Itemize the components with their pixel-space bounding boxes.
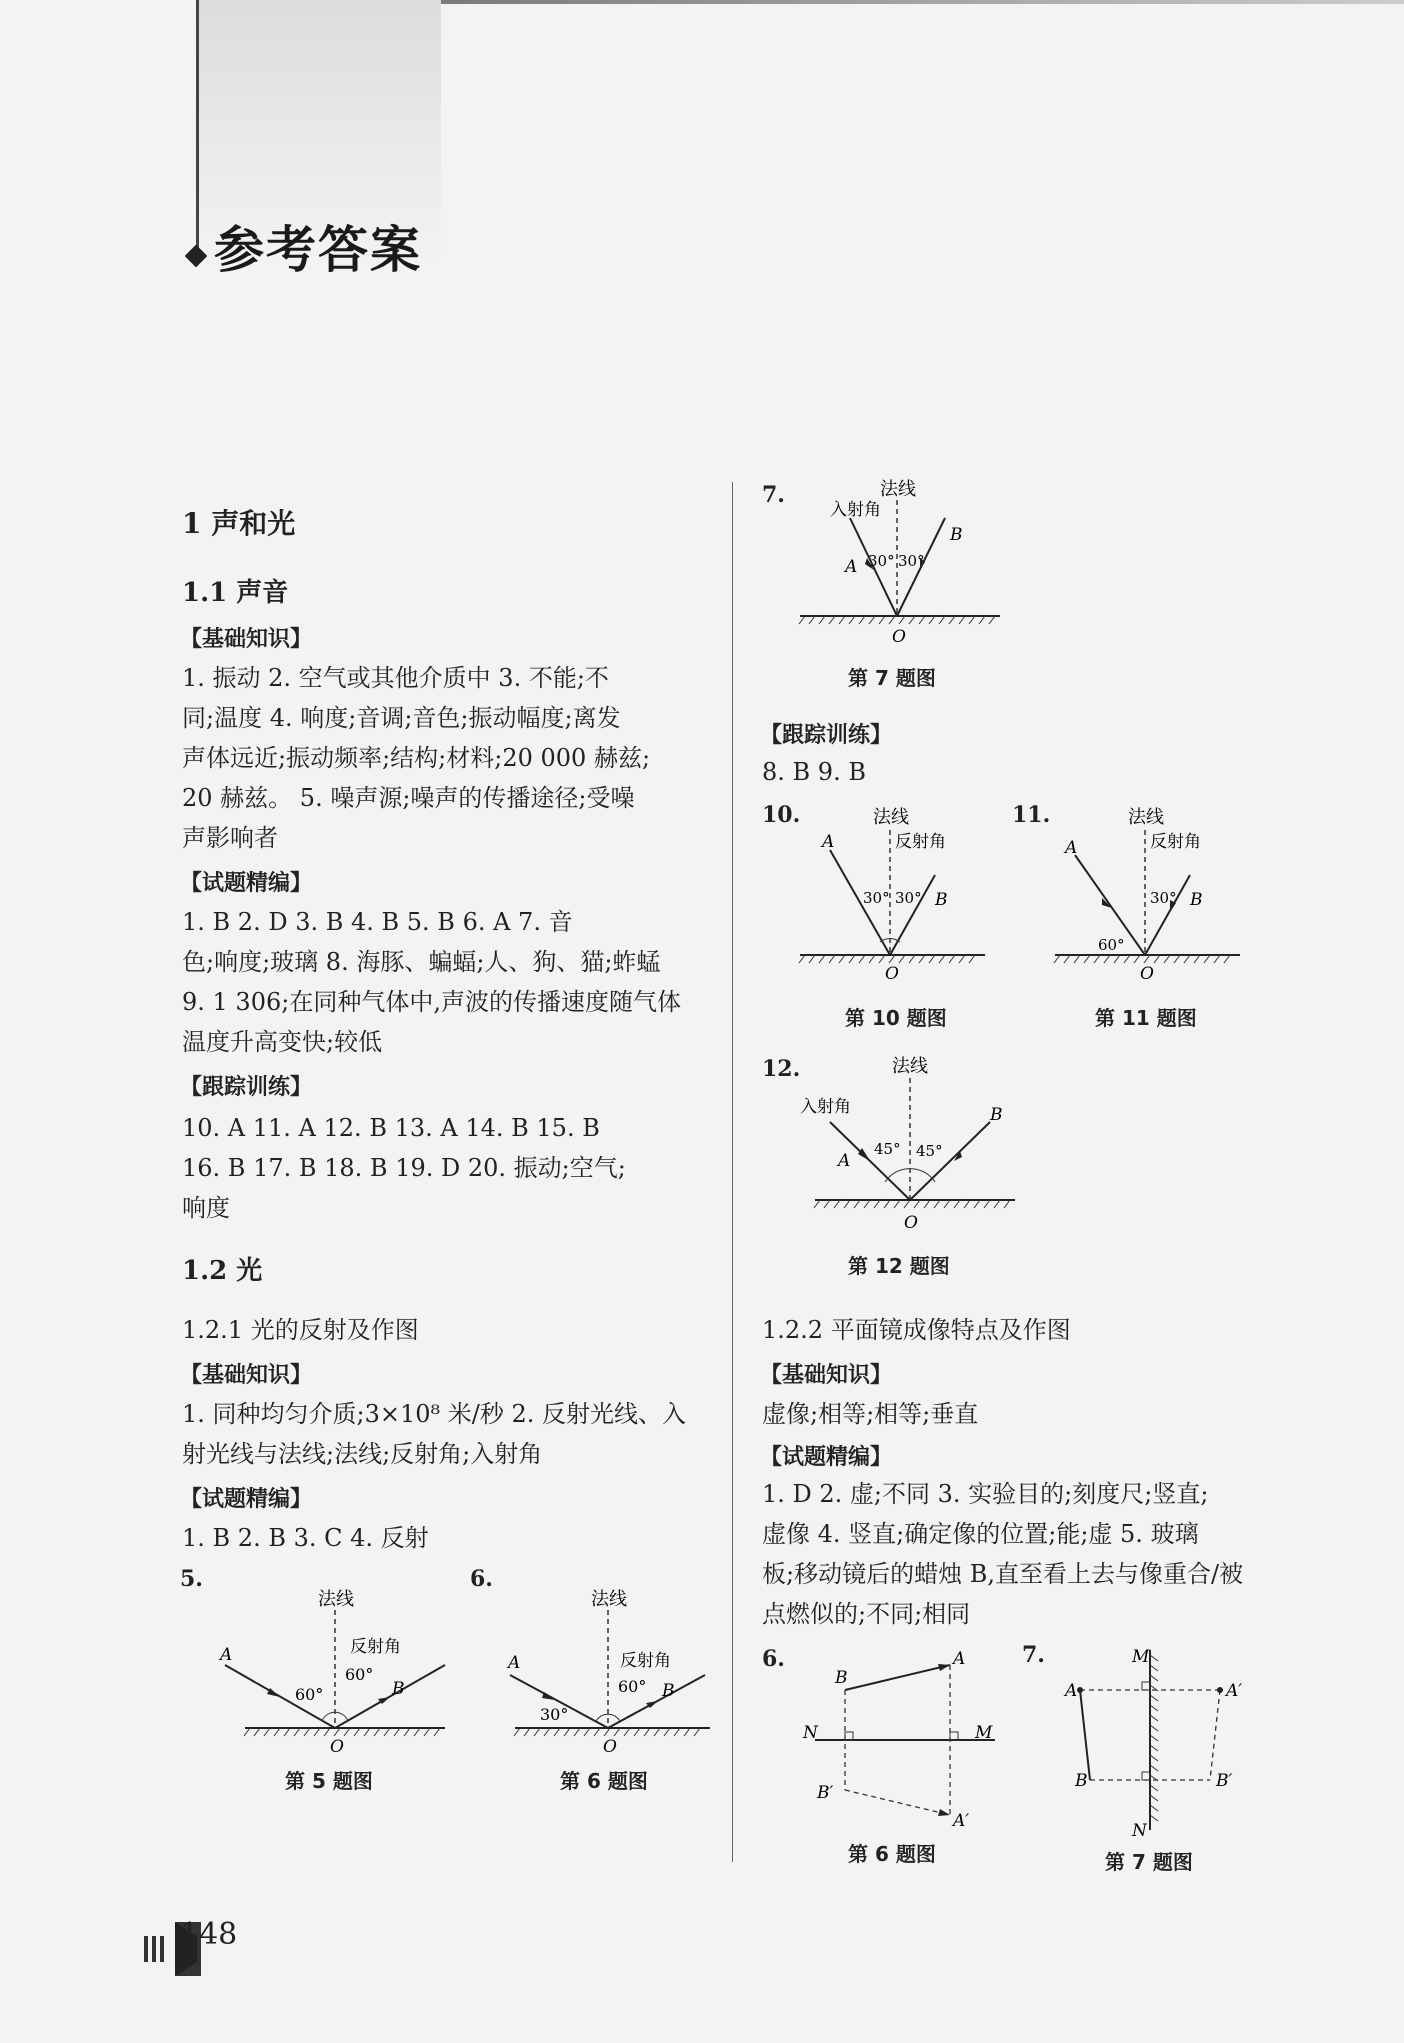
mirror-hatch — [1150, 1655, 1158, 1821]
mirror-hatch — [799, 955, 975, 963]
section-label: 【试题精编】 — [180, 1486, 313, 1512]
page-title: 参考答案 — [214, 220, 422, 279]
section-heading: 1.1 声音 — [182, 578, 289, 608]
bar-icon — [160, 1936, 164, 1962]
label-angle: 30° — [863, 889, 890, 907]
label-B: B — [990, 1105, 1003, 1125]
section-label: 【基础知识】 — [760, 1362, 893, 1388]
label-O: O — [1140, 964, 1154, 984]
label-B: B — [392, 1679, 405, 1699]
label-angle: 30° — [540, 1705, 569, 1724]
right-angle-mark — [845, 1732, 853, 1740]
right-angle-mark — [1142, 1682, 1150, 1690]
bar-icon — [152, 1936, 156, 1962]
column-divider — [732, 482, 733, 1862]
label-A: A — [1065, 838, 1078, 858]
label-reflect: 反射角 — [1150, 832, 1201, 852]
label-M: M — [975, 1723, 993, 1743]
text-line: 1. 振动 2. 空气或其他介质中 3. 不能;不 — [182, 664, 609, 692]
point-A-prime — [1217, 1687, 1223, 1693]
question-number: 5. — [180, 1566, 203, 1592]
text-line: 1. B 2. D 3. B 4. B 5. B 6. A 7. 音 — [182, 908, 573, 936]
text-line: 16. B 17. B 18. B 19. D 20. 振动;空气; — [182, 1154, 626, 1182]
label-angle: 30° — [898, 552, 925, 570]
answer-line: 虚像;相等;相等;垂直 — [762, 1400, 979, 1428]
mirror-hatch — [1054, 955, 1230, 963]
label-O: O — [904, 1213, 918, 1233]
text-line: 1. 同种均匀介质;3×10⁸ 米/秒 2. 反射光线、入 — [182, 1400, 687, 1428]
figure-6-mirror — [795, 1640, 1010, 1830]
answer-block — [182, 1108, 712, 1228]
question-number: 7. — [762, 482, 785, 508]
label-angle: 60° — [345, 1665, 374, 1684]
label-B: B — [662, 1681, 675, 1701]
label-O: O — [892, 627, 906, 647]
text-line: 同;温度 4. 响度;音调;音色;振动幅度;离发 — [182, 704, 621, 732]
label-N: N — [1132, 1821, 1147, 1841]
answer-block — [182, 658, 712, 858]
figure-caption: 第 6 题图 — [560, 1769, 648, 1793]
section-label: 【试题精编】 — [180, 870, 313, 896]
answer-line: 8. B 9. B — [762, 758, 866, 786]
text-line: 响度 — [182, 1194, 230, 1222]
label-A: A — [838, 1151, 851, 1171]
right-angle-mark — [950, 1732, 958, 1740]
label-A: A — [953, 1649, 966, 1669]
label-angle: 45° — [916, 1142, 943, 1160]
figure-caption: 第 7 题图 — [1105, 1850, 1193, 1874]
section-label: 【跟踪训练】 — [180, 1074, 313, 1100]
reflected-ray — [1145, 875, 1190, 955]
text-line: 声体远近;振动频率;结构;材料;20 000 赫兹; — [182, 744, 651, 772]
label-A: A — [1065, 1681, 1078, 1701]
label-A-prime: A′ — [953, 1811, 970, 1830]
text-line: 温度升高变快;较低 — [182, 1028, 383, 1056]
label-M: M — [1132, 1647, 1150, 1667]
label-reflect: 反射角 — [620, 1651, 671, 1671]
label-normal: 法线 — [318, 1589, 354, 1610]
right-angle-mark — [1142, 1772, 1150, 1780]
question-number: 12. — [762, 1056, 801, 1082]
label-A: A — [220, 1645, 233, 1665]
label-A: A — [508, 1653, 521, 1673]
figure-caption: 第 5 题图 — [285, 1769, 373, 1793]
arrow-icon — [542, 1692, 555, 1700]
text-line: 点燃似的;不同;相同 — [762, 1600, 971, 1628]
mirror-hatch — [799, 616, 995, 624]
subsection-heading: 1.2.1 光的反射及作图 — [182, 1316, 419, 1344]
text-line: 虚像 4. 竖直;确定像的位置;能;虚 5. 玻璃 — [762, 1520, 1199, 1548]
label-B-prime: B′ — [1216, 1771, 1233, 1791]
label-incident: 入射角 — [800, 1097, 851, 1117]
label-normal: 法线 — [892, 1056, 928, 1077]
section-label: 【试题精编】 — [760, 1444, 893, 1470]
label-reflect: 反射角 — [895, 832, 946, 852]
label-normal: 法线 — [873, 807, 909, 828]
label-B: B — [935, 890, 948, 910]
image-AB — [845, 1790, 950, 1815]
label-normal: 法线 — [880, 479, 916, 500]
label-angle: 60° — [1098, 936, 1125, 954]
figure-7-mirror — [1050, 1640, 1260, 1850]
mirror-hatch — [244, 1728, 440, 1736]
point-A — [1077, 1687, 1083, 1693]
figure-6 — [500, 1580, 720, 1760]
question-number: 10. — [762, 802, 801, 828]
figure-caption: 第 6 题图 — [848, 1842, 936, 1866]
text-line: 1. B 2. B 3. C 4. 反射 — [182, 1524, 429, 1552]
text-line: 9. 1 306;在同种气体中,声波的传播速度随气体 — [182, 988, 681, 1016]
label-A: A — [822, 832, 835, 852]
label-B-prime: B′ — [817, 1783, 834, 1803]
label-angle: 30° — [868, 552, 895, 570]
text-line: 色;响度;玻璃 8. 海豚、蝙蝠;人、狗、猫;蚱蜢 — [182, 948, 661, 976]
label-B: B — [950, 525, 963, 545]
label-reflect: 反射角 — [350, 1637, 401, 1657]
answer-block — [182, 1394, 712, 1474]
figure-7 — [790, 470, 1010, 650]
question-number: 6. — [762, 1646, 785, 1672]
text-line: 10. A 11. A 12. B 13. A 14. B 15. B — [182, 1114, 600, 1142]
answer-block — [182, 902, 712, 1062]
answer-block — [762, 1474, 1302, 1634]
text-line: 板;移动镜后的蜡烛 B,直至看上去与像重合/被 — [762, 1560, 1244, 1588]
header-rule — [196, 0, 199, 262]
text-line: 声影响者 — [182, 824, 278, 852]
figure-11 — [1050, 800, 1250, 990]
label-N: N — [803, 1723, 818, 1743]
figure-caption: 第 12 题图 — [848, 1254, 950, 1278]
question-number: 11. — [1012, 802, 1051, 828]
arrow-icon — [938, 1664, 950, 1671]
mirror-hatch — [814, 1200, 1010, 1208]
arrow-icon — [938, 1809, 950, 1816]
figure-caption: 第 7 题图 — [848, 666, 936, 690]
object-AB — [1080, 1690, 1090, 1780]
reflected-ray — [910, 1122, 990, 1200]
figure-12 — [790, 1050, 1030, 1240]
image-AB — [1210, 1690, 1220, 1780]
label-A: A — [845, 557, 858, 577]
section-heading: 1.2 光 — [182, 1256, 263, 1286]
label-O: O — [603, 1737, 617, 1757]
figure-10 — [795, 800, 995, 990]
text-line: 射光线与法线;法线;反射角;入射角 — [182, 1440, 543, 1468]
label-normal: 法线 — [1128, 807, 1164, 828]
section-label: 【基础知识】 — [180, 626, 313, 652]
bar-icon — [144, 1936, 148, 1962]
label-normal: 法线 — [591, 1589, 627, 1610]
subsection-heading: 1.2.2 平面镜成像特点及作图 — [762, 1316, 1071, 1344]
label-angle: 45° — [874, 1140, 901, 1158]
section-label: 【跟踪训练】 — [760, 722, 893, 748]
text-line: 20 赫兹。 5. 噪声源;噪声的传播途径;受噪 — [182, 784, 635, 812]
label-incident: 入射角 — [830, 500, 881, 520]
label-O: O — [330, 1737, 344, 1757]
figure-caption: 第 10 题图 — [845, 1006, 947, 1030]
object-AB — [845, 1665, 950, 1690]
label-A-prime: A′ — [1226, 1681, 1243, 1701]
label-B: B — [835, 1668, 848, 1688]
reflected-ray — [890, 875, 935, 955]
figure-caption: 第 11 题图 — [1095, 1006, 1197, 1030]
label-angle: 60° — [618, 1677, 647, 1696]
label-O: O — [885, 964, 899, 984]
label-angle: 60° — [295, 1685, 324, 1704]
label-angle: 30° — [895, 889, 922, 907]
label-B: B — [1190, 890, 1203, 910]
chapter-heading: 1 声和光 — [182, 507, 296, 540]
answer-block — [182, 1518, 429, 1558]
figure-5 — [210, 1580, 460, 1760]
page-number: 148 — [180, 1917, 238, 1952]
question-number: 7. — [1022, 1642, 1045, 1668]
label-B: B — [1075, 1771, 1088, 1791]
text-line: 1. D 2. 虚;不同 3. 实验目的;刻度尺;竖直; — [762, 1480, 1209, 1508]
section-label: 【基础知识】 — [180, 1362, 313, 1388]
label-angle: 30° — [1150, 889, 1177, 907]
question-number: 6. — [470, 1566, 493, 1592]
mirror-hatch — [514, 1728, 700, 1736]
